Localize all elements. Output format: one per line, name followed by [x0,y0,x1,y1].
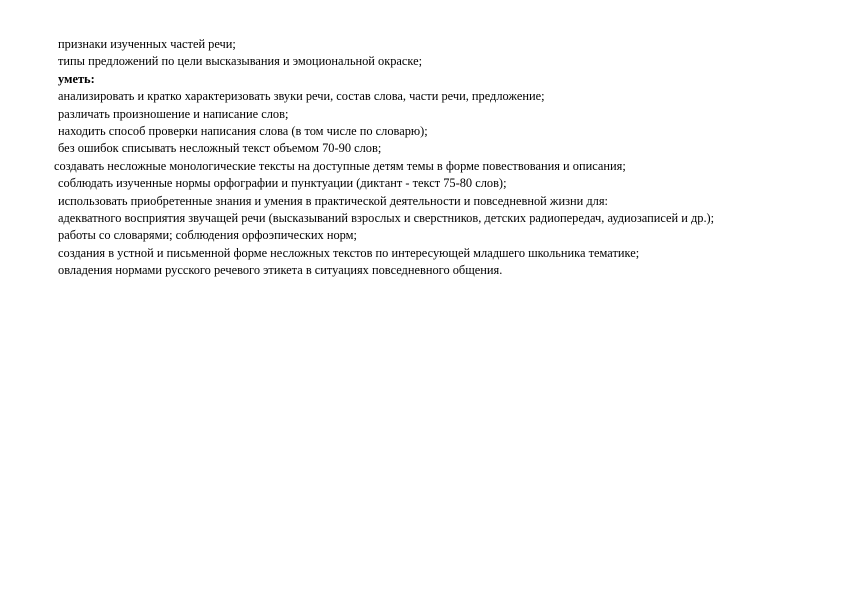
text-line: овладения нормами русского речевого этикета в ситуациях повседневного общения. [58,263,503,278]
text-line: адекватного восприятия звучащей речи (высказываний взрослых и сверстников, детских радиопередач, аудиозаписей и др.); [58,211,715,226]
text-line: создания в устной и письменной форме несложных текстов по интересующей младшего школьника тематике; [58,245,640,260]
document-text [54,36,788,280]
text-line: использовать приобретенные знания и умения в практической деятельности и повседневной жизни для: [58,193,608,208]
text-line: признаки изученных частей речи; [58,37,236,51]
section-heading: уметь: [58,71,95,86]
text-line: без ошибок списывать несложный текст объемом 70-90 слов; [58,141,382,156]
text-line: анализировать и кратко характеризовать звуки речи, состав слова, части речи, предложение; [58,89,545,104]
text-line: соблюдать изученные нормы орфографии и пунктуации (диктант - текст 75-80 слов); [58,176,507,191]
text-line: работы со словарями; соблюдения орфоэпических норм; [58,228,357,243]
text-line: находить способ проверки написания слова (в том числе по словарю); [58,124,428,139]
text-line: различать произношение и написание слов; [58,106,289,121]
text-line: создавать несложные монологические тексты на доступные детям темы в форме повествования и описания; [54,158,626,173]
text-line: типы предложений по цели высказывания и эмоциональной окраске; [58,54,423,69]
